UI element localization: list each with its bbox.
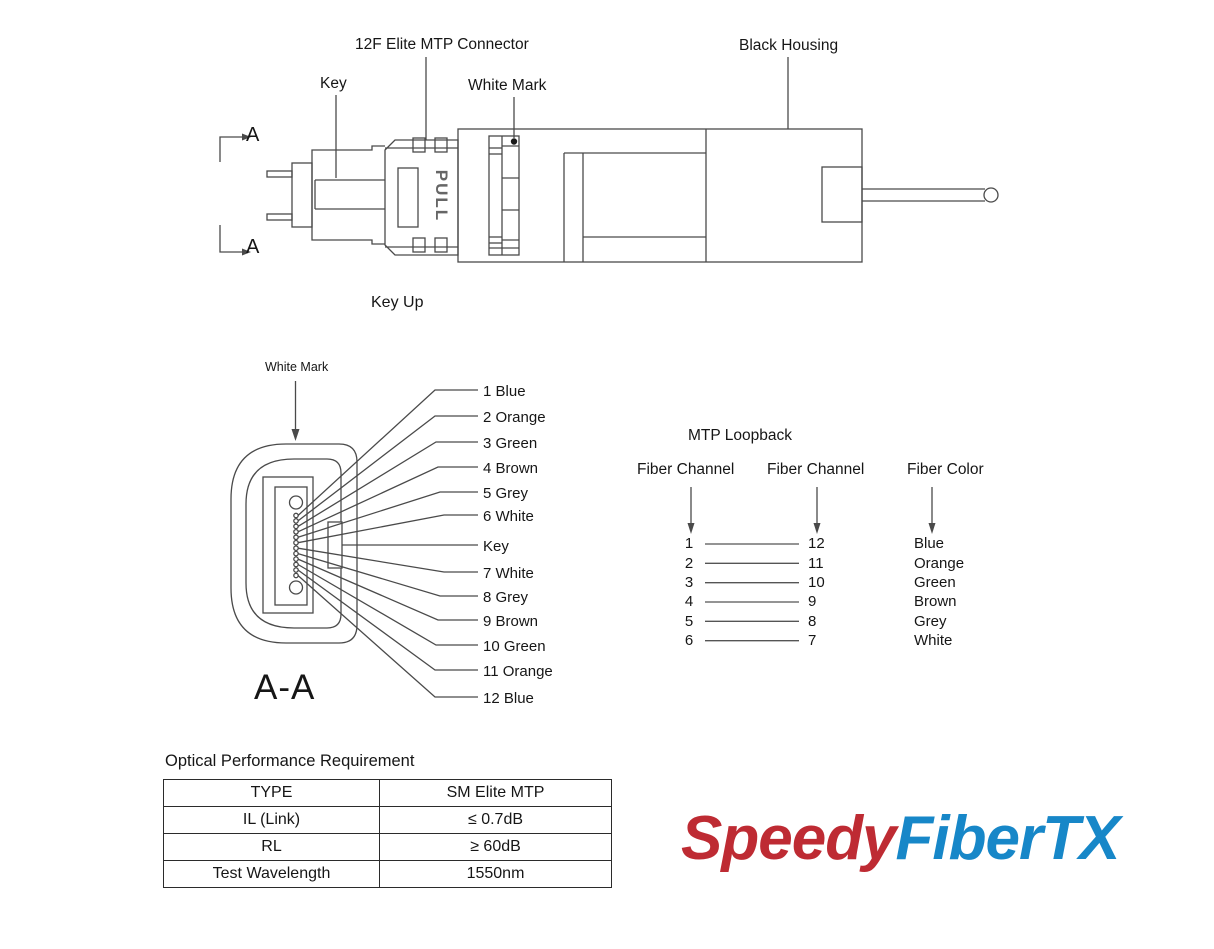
fiber-dots xyxy=(294,513,298,577)
loopback-row-left: 4 xyxy=(684,593,694,610)
loopback-row-color: Green xyxy=(914,574,956,591)
table-row xyxy=(164,807,612,834)
logo-part-fibertx: FiberTX xyxy=(895,804,1120,873)
loopback-row-left: 6 xyxy=(684,632,694,649)
fiber-cable xyxy=(862,188,998,202)
fiber-label-4: 4 Brown xyxy=(483,460,539,477)
loopback-row-right: 7 xyxy=(808,632,817,649)
section-a-bottom-label: A xyxy=(246,236,260,258)
key-up-label: Key Up xyxy=(371,294,424,311)
aa-section-title: A-A xyxy=(254,668,316,707)
fiber-label-12: 12 Blue xyxy=(483,690,534,707)
white-mark-arrow-icon xyxy=(292,381,300,441)
fiber-label-11: 11 Orange xyxy=(483,663,553,680)
table-cell-label: TYPE xyxy=(164,780,380,807)
guide-pin-top xyxy=(267,171,292,177)
fiber-label-6: 6 White xyxy=(483,508,534,525)
fiber-label-1: 1 Blue xyxy=(483,383,526,400)
white-mark-label: White Mark xyxy=(468,77,547,94)
table-cell-value: ≤ 0.7dB xyxy=(380,807,612,834)
black-housing-label: Black Housing xyxy=(739,37,839,54)
fiber-label-3: 3 Green xyxy=(483,435,538,452)
table-cell-value: 1550nm xyxy=(380,861,612,888)
housing-body xyxy=(458,129,862,262)
loopback-row-color: Brown xyxy=(914,593,957,610)
loopback-row-right: 11 xyxy=(808,555,824,572)
table-cell-value: SM Elite MTP xyxy=(380,780,612,807)
loopback-channel-lines xyxy=(705,544,799,641)
pin-block xyxy=(292,163,312,227)
loopback-row-left: 1 xyxy=(684,535,694,552)
aa-section-drawing xyxy=(231,381,478,697)
table-cell-value: ≥ 60dB xyxy=(380,834,612,861)
loopback-row-color: Blue xyxy=(914,535,945,552)
loopback-arrow-2-icon xyxy=(814,487,821,534)
table-row xyxy=(164,861,612,888)
logo-part-speedy: Speedy xyxy=(681,804,896,873)
performance-title: Optical Performance Requirement xyxy=(165,752,415,770)
table-row xyxy=(164,780,612,807)
white-mark-dot-icon xyxy=(511,138,517,144)
loopback-row-color: Grey xyxy=(914,613,947,630)
loopback-title: MTP Loopback xyxy=(688,427,792,444)
fiber-label-9: 9 Brown xyxy=(483,613,539,630)
loopback-row-left: 3 xyxy=(684,574,694,591)
fiber-label-7: 7 White xyxy=(483,565,534,582)
fiber-label-5: 5 Grey xyxy=(483,485,529,502)
ferrule xyxy=(312,146,385,244)
loopback-row-color: Orange xyxy=(914,555,965,572)
loopback-row-left: 2 xyxy=(684,555,694,572)
loopback-header-color: Fiber Color xyxy=(907,461,984,478)
loopback-arrow-3-icon xyxy=(929,487,936,534)
key-label: Key xyxy=(320,75,347,92)
speedyfibertx-logo xyxy=(681,802,1119,876)
fiber-fan-lines xyxy=(298,390,478,697)
connector-label: 12F Elite MTP Connector xyxy=(355,36,529,53)
loopback-header-channel-1: Fiber Channel xyxy=(637,461,735,478)
loopback-header-channel-2: Fiber Channel xyxy=(767,461,865,478)
performance-table xyxy=(163,779,612,888)
loopback-row-right: 9 xyxy=(808,593,817,610)
pull-tab-label: PULL xyxy=(432,169,451,223)
table-cell-label: Test Wavelength xyxy=(164,861,380,888)
loopback-row-right: 8 xyxy=(808,613,817,630)
loopback-arrow-1-icon xyxy=(688,487,695,534)
table-cell-label: IL (Link) xyxy=(164,807,380,834)
fiber-label-2: 2 Orange xyxy=(483,409,546,426)
loopback-row-right: 10 xyxy=(808,574,825,591)
table-cell-label: RL xyxy=(164,834,380,861)
key-notch xyxy=(328,522,342,568)
table-row xyxy=(164,834,612,861)
loopback-row-left: 5 xyxy=(684,613,694,630)
section-a-top-label: A xyxy=(246,124,260,146)
loopback-row-color: White xyxy=(914,632,953,649)
fiber-label-10: 10 Green xyxy=(483,638,546,655)
guide-pin-bottom xyxy=(267,214,292,220)
aa-white-mark-label: White Mark xyxy=(265,360,329,374)
fiber-label-8: 8 Grey xyxy=(483,589,529,606)
loopback-row-right: 12 xyxy=(808,535,825,552)
fiber-label-key: Key xyxy=(483,538,509,555)
